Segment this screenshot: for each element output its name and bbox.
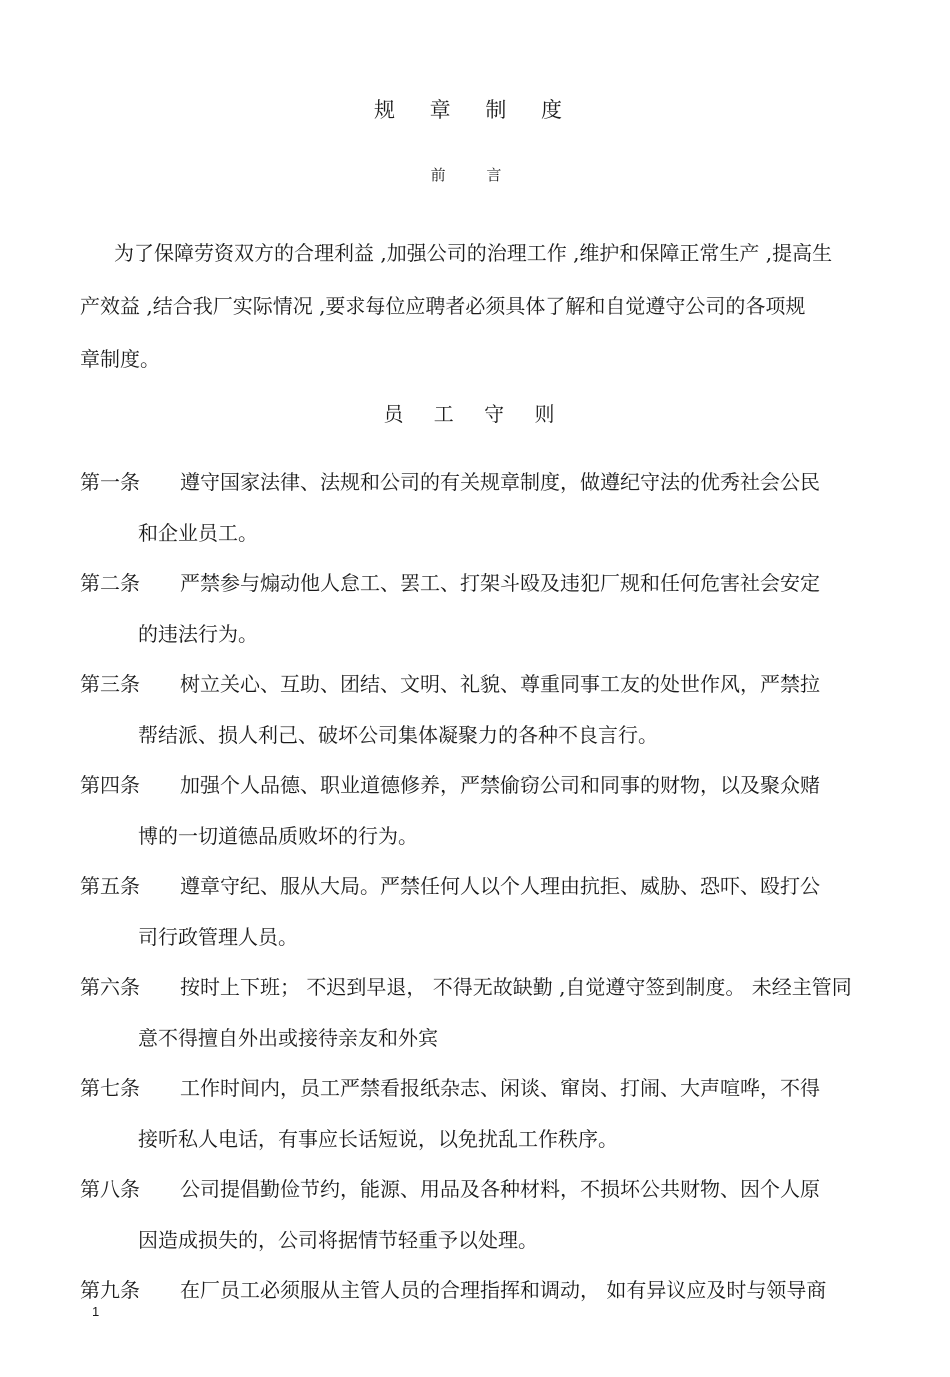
article-item (80, 771, 900, 872)
article-text-line1: 遵守国家法律、法规和公司的有关规章制度，做遵纪守法的优秀社会公民 (180, 470, 820, 494)
article-number: 第一条 (80, 470, 140, 494)
page-number: 1 (92, 1304, 100, 1319)
article-number: 第九条 (80, 1278, 140, 1302)
article-text-line2: 的违法行为。 (138, 622, 258, 646)
article-item (80, 1074, 900, 1175)
article-item (80, 1175, 900, 1276)
preface-heading: 前 言 (430, 166, 520, 184)
article-item (80, 872, 900, 973)
article-item (80, 973, 900, 1074)
document-title: 规 章 制 度 (373, 98, 577, 122)
article-number: 第四条 (80, 773, 140, 797)
article-text-line1: 遵章守纪、服从大局。严禁任何人以个人理由抗拒、威胁、恐吓、殴打公 (180, 874, 820, 898)
article-text-line2: 意不得擅自外出或接待亲友和外宾 (138, 1026, 438, 1050)
article-item (80, 468, 900, 569)
article-text-line1: 工作时间内，员工严禁看报纸杂志、闲谈、窜岗、打闹、大声喧哗，不得 (180, 1076, 820, 1100)
article-number: 第八条 (80, 1177, 140, 1201)
article-text-line1: 树立关心、互助、团结、文明、礼貌、尊重同事工友的处世作风，严禁拉 (180, 672, 820, 696)
article-text-line1: 严禁参与煽动他人怠工、罢工、打架斗殴及违犯厂规和任何危害社会安定 (180, 571, 820, 595)
preface-line: 章制度。 (80, 347, 160, 371)
article-text-line2: 因造成损失的，公司将据情节轻重予以处理。 (138, 1228, 538, 1252)
section-title: 员 工 守 则 (383, 402, 567, 426)
preface-line: 为了保障劳资双方的合理利益 ,加强公司的治理工作 ,维护和保障正常生产 ,提高生 (114, 241, 833, 265)
article-text-line1: 在厂员工必须服从主管人员的合理指挥和调动， 如有异议应及时与领导商 (180, 1278, 827, 1302)
article-number: 第五条 (80, 874, 140, 898)
preface-line: 产效益 ,结合我厂实际情况 ,要求每位应聘者必须具体了解和自觉遵守公司的各项规 (80, 294, 806, 318)
article-text-line2: 和企业员工。 (138, 521, 258, 545)
article-text-line1: 加强个人品德、职业道德修养，严禁偷窃公司和同事的财物，以及聚众赌 (180, 773, 820, 797)
preface-paragraph (80, 227, 900, 386)
article-item (80, 670, 900, 771)
article-text-line2: 帮结派、损人利己、破坏公司集体凝聚力的各种不良言行。 (138, 723, 658, 747)
article-list (80, 468, 900, 1377)
article-text-line2: 博的一切道德品质败坏的行为。 (138, 824, 418, 848)
article-number: 第二条 (80, 571, 140, 595)
article-item (80, 569, 900, 670)
article-text-line2: 司行政管理人员。 (138, 925, 298, 949)
article-text-line1: 按时上下班； 不迟到早退， 不得无故缺勤 ,自觉遵守签到制度。 未经主管同 (180, 975, 852, 999)
article-text-line2: 接听私人电话，有事应长话短说，以免扰乱工作秩序。 (138, 1127, 618, 1151)
article-number: 第六条 (80, 975, 140, 999)
article-number: 第七条 (80, 1076, 140, 1100)
article-item (80, 1276, 900, 1377)
article-number: 第三条 (80, 672, 140, 696)
article-text-line1: 公司提倡勤俭节约，能源、用品及各种材料，不损坏公共财物、因个人原 (180, 1177, 820, 1201)
